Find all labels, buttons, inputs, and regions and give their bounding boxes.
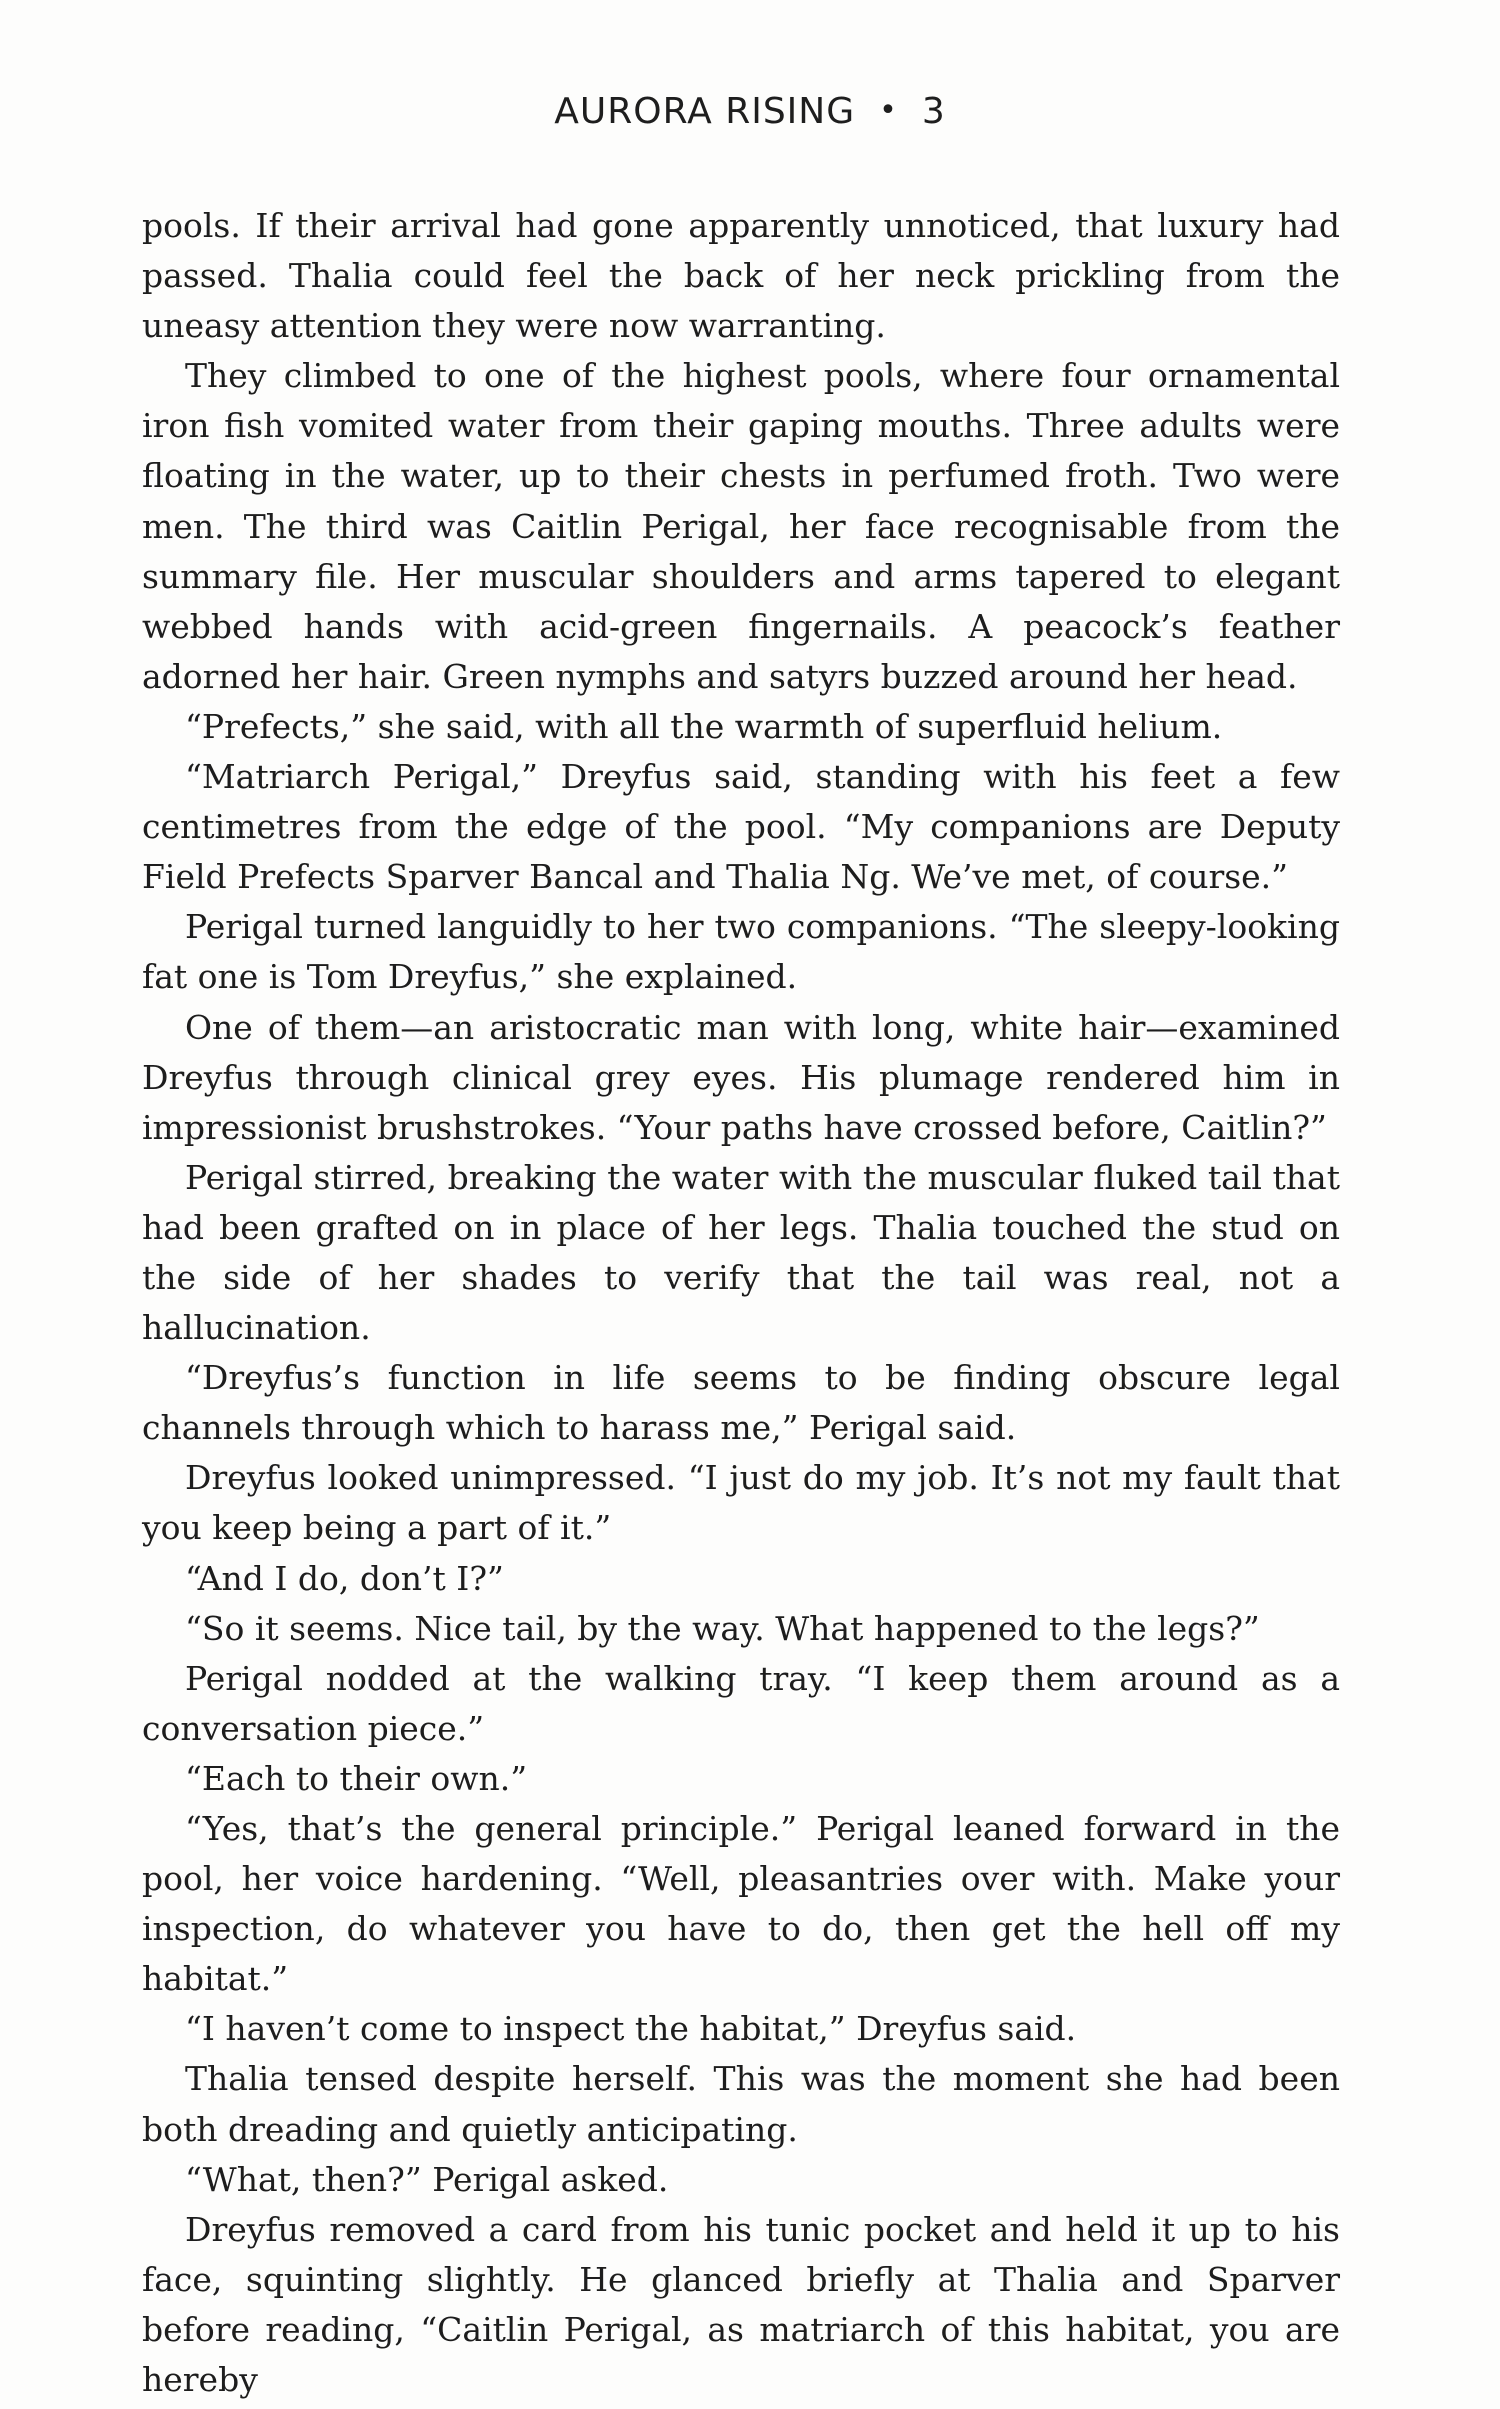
paragraph: Dreyfus looked unimpressed. “I just do my job. It’s not my fault that you keep being a part of it.” bbox=[142, 1458, 1340, 1548]
paragraph: “Yes, that’s the general principle.” Perigal leaned forward in the pool, her voice hardening. “Well, pleasantries over with. Make your inspection, do whatever you have to do, then get the hell off my habitat.” bbox=[142, 1809, 1340, 1999]
page-number: 3 bbox=[921, 91, 946, 132]
paragraph: “Each to their own.” bbox=[185, 1758, 528, 1798]
paragraph: One of them—an aristocratic man with long, white hair—examined Dreyfus through clinical grey eyes. His plumage rendered him in impressionist brushstrokes. “Your paths have crossed before, Caitlin?” bbox=[142, 1007, 1340, 1147]
paragraph: “And I do, don’t I?” bbox=[185, 1558, 504, 1598]
paragraph: Thalia tensed despite herself. This was the moment she had been both dreading and quietly anticipating. bbox=[142, 2059, 1340, 2149]
header-separator: • bbox=[879, 93, 898, 128]
paragraph: Perigal stirred, breaking the water with the muscular fluked tail that had been grafted on in place of her legs. Thalia touched the stud on the side of her shades to verify that the tail was real, not a hallucination. bbox=[142, 1157, 1340, 1348]
paragraph: pools. If their arrival had gone apparently unnoticed, that luxury had passed. Thalia could feel the back of her neck prickling from the uneasy attention they were now warranting. bbox=[142, 206, 1340, 346]
paragraph: They climbed to one of the highest pools, where four ornamental iron fish vomited water from their gaping mouths. Three adults were floating in the water, up to their chests in perfumed froth. Two were men. The third was Caitlin Perigal, her face recognisable from the summary file. Her muscular shoulders and arms tapered to elegant webbed hands with acid-green fingernails. A peacock’s feather adorned her hair. Green nymphs and satyrs buzzed around her head. bbox=[142, 356, 1340, 696]
paragraph: “What, then?” Perigal asked. bbox=[185, 2159, 669, 2199]
paragraph: “Prefects,” she said, with all the warmth of superfluid helium. bbox=[185, 706, 1223, 746]
running-head bbox=[0, 88, 1500, 138]
paragraph: Dreyfus removed a card from his tunic pocket and held it up to his face, squinting slightly. He glanced briefly at Thalia and Sparver before reading, “Caitlin Perigal, as matriarch of this habitat, you are hereby bbox=[142, 2209, 1340, 2400]
book-title: AURORA RISING bbox=[554, 91, 856, 132]
paragraph: “So it seems. Nice tail, by the way. What happened to the legs?” bbox=[185, 1608, 1260, 1648]
paragraph: “I haven’t come to inspect the habitat,” Dreyfus said. bbox=[185, 2009, 1077, 2049]
paragraph: “Matriarch Perigal,” Dreyfus said, standing with his feet a few centimetres from the edge of the pool. “My companions are Deputy Field Prefects Sparver Bancal and Thalia Ng. We’ve met, of course.” bbox=[142, 757, 1340, 897]
paragraph: Perigal turned languidly to her two companions. “The sleepy-looking fat one is Tom Dreyfus,” she explained. bbox=[142, 907, 1340, 997]
paragraph: “Dreyfus’s function in life seems to be finding obscure legal channels through which to harass me,” Perigal said. bbox=[142, 1358, 1340, 1448]
paragraph: Perigal nodded at the walking tray. “I keep them around as a conversation piece.” bbox=[142, 1658, 1340, 1748]
body-text bbox=[142, 201, 1340, 2405]
